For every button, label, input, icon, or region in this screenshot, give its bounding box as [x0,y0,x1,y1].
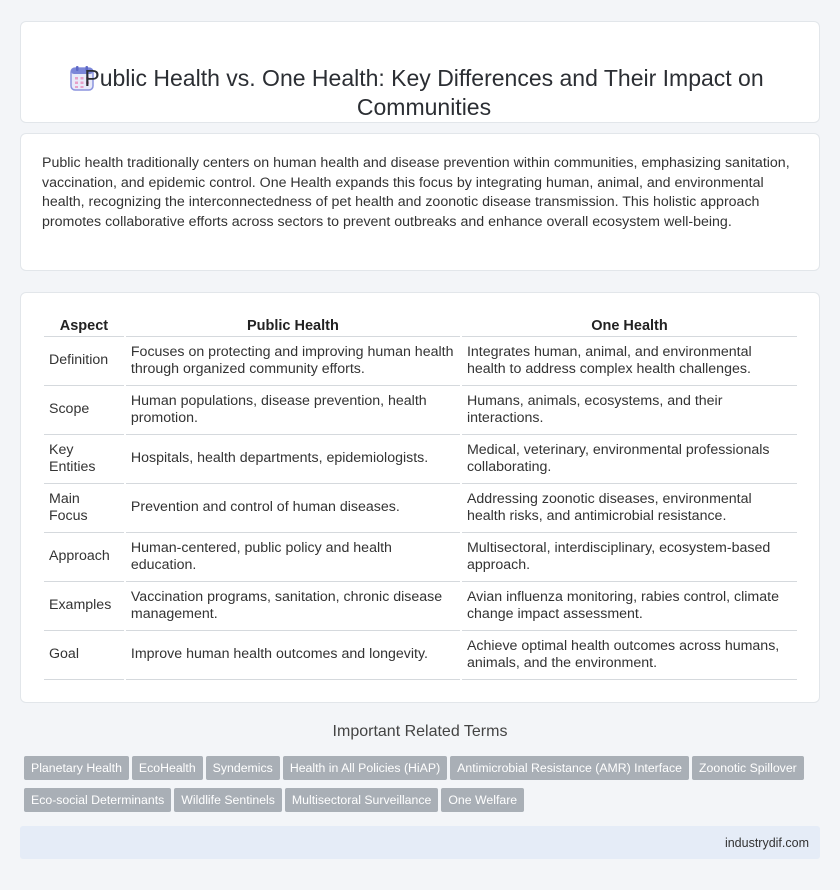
table-row [44,484,797,533]
footer [20,826,820,859]
aspect-cell: Definition [44,337,124,386]
related-term-tag[interactable]: One Welfare [441,788,524,812]
intro-paragraph: Public health traditionally centers on human health and disease prevention within communities, emphasizing sanitation, vaccination, and epidemic control. One Health expands this focus by integrating human, animal, and environmental health, recognizing the interconnectedness of pet health and zoonotic disease transmission. This holistic approach promotes collaborative efforts across sectors to prevent outbreaks and enhance overall ecosystem well-being. [42,155,790,230]
aspect-cell: Scope [44,386,124,435]
public-health-cell: Improve human health outcomes and longevity. [126,631,460,680]
related-term-tag[interactable]: Zoonotic Spillover [692,756,804,780]
related-term-tag[interactable]: Planetary Health [24,756,129,780]
one-health-cell: Multisectoral, interdisciplinary, ecosystem-based approach. [462,533,797,582]
public-health-cell: Human-centered, public policy and health education. [126,533,460,582]
public-health-cell: Human populations, disease prevention, health promotion. [126,386,460,435]
intro-card [20,133,820,271]
related-terms-heading: Important Related Terms [332,723,508,740]
aspect-cell: Key Entities [44,435,124,484]
column-header-public-health: Public Health [126,315,460,337]
related-term-tag[interactable]: Antimicrobial Resistance (AMR) Interface [450,756,689,780]
related-term-tag[interactable]: Multisectoral Surveillance [285,788,438,812]
aspect-cell: Main Focus [44,484,124,533]
table-row [44,631,797,680]
table-row [44,435,797,484]
public-health-cell: Vaccination programs, sanitation, chronic disease management. [126,582,460,631]
aspect-cell: Goal [44,631,124,680]
comparison-table [42,315,799,680]
table-header-row [44,315,797,337]
related-term-tag[interactable]: EcoHealth [132,756,203,780]
page-title: Public Health vs. One Health: Key Differences and Their Impact on Communities [84,65,764,120]
one-health-cell: Humans, animals, ecosystems, and their interactions. [462,386,797,435]
aspect-cell: Approach [44,533,124,582]
table-row [44,337,797,386]
related-term-tag[interactable]: Eco-social Determinants [24,788,171,812]
related-term-tag[interactable]: Syndemics [206,756,280,780]
public-health-cell: Prevention and control of human diseases. [126,484,460,533]
one-health-cell: Integrates human, animal, and environmental health to address complex health challenges. [462,337,797,386]
title-card [20,21,820,123]
column-header-aspect: Aspect [44,315,124,337]
column-header-one-health: One Health [462,315,797,337]
one-health-cell: Addressing zoonotic diseases, environmental health risks, and antimicrobial resistance. [462,484,797,533]
one-health-cell: Avian influenza monitoring, rabies control, climate change impact assessment. [462,582,797,631]
table-row [44,386,797,435]
related-term-tag[interactable]: Health in All Policies (HiAP) [283,756,447,780]
one-health-cell: Achieve optimal health outcomes across humans, animals, and the environment. [462,631,797,680]
public-health-cell: Hospitals, health departments, epidemiologists. [126,435,460,484]
footer-site-link[interactable]: industrydif.com [724,836,809,850]
public-health-cell: Focuses on protecting and improving human health through organized community efforts. [126,337,460,386]
comparison-card [20,292,820,703]
aspect-cell: Examples [44,582,124,631]
table-row [44,533,797,582]
related-terms-list [24,756,824,820]
one-health-cell: Medical, veterinary, environmental professionals collaborating. [462,435,797,484]
table-row [44,582,797,631]
related-term-tag[interactable]: Wildlife Sentinels [174,788,282,812]
